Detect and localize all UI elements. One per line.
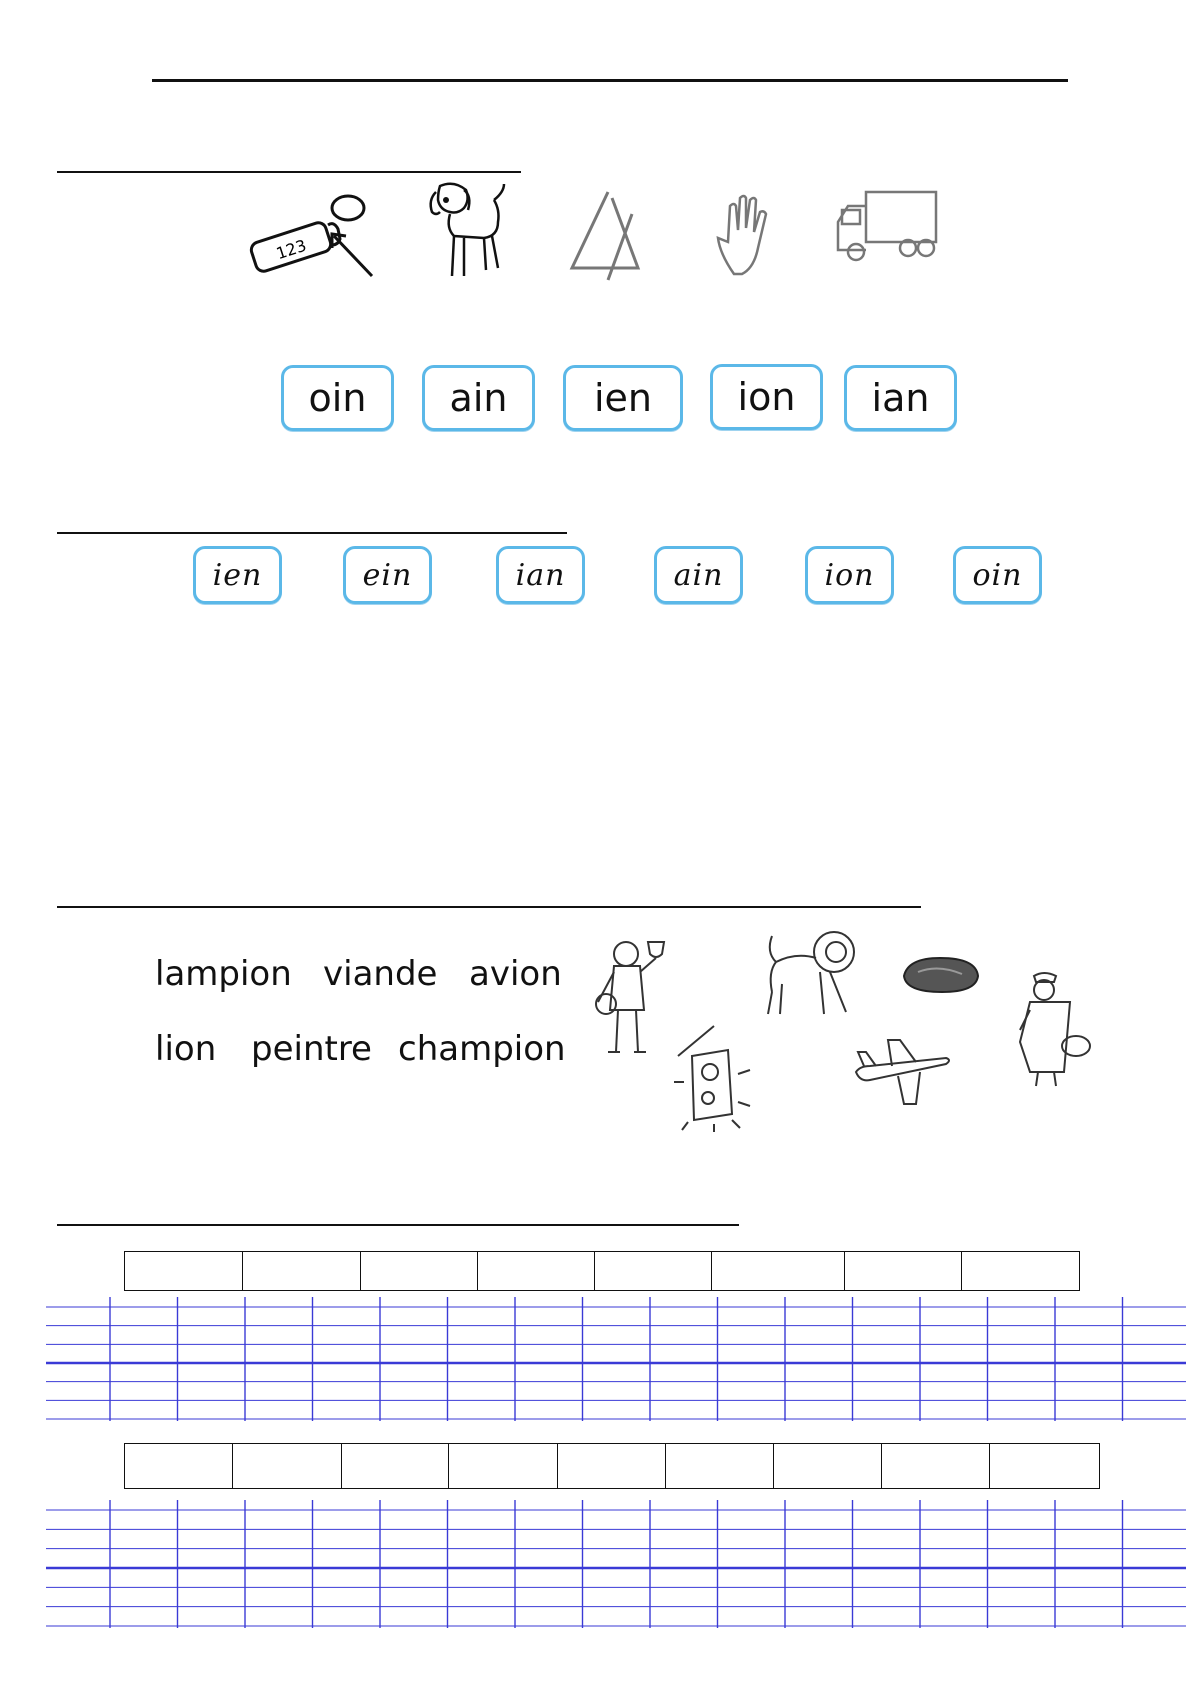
cursive-box-ain[interactable]: [654, 546, 743, 604]
letter-cell[interactable]: [125, 1252, 243, 1290]
sound-label: oin: [972, 557, 1023, 593]
cursive-box-ien[interactable]: [193, 546, 282, 604]
letter-cell[interactable]: [845, 1252, 962, 1290]
letter-grid-1: [124, 1251, 1080, 1291]
sound-label: ion: [824, 557, 875, 593]
sound-label: ien: [593, 376, 653, 420]
letter-cell[interactable]: [125, 1444, 233, 1488]
letter-cell[interactable]: [243, 1252, 361, 1290]
sound-label: ion: [737, 375, 796, 419]
exercise-5-instruction-line: [57, 1224, 739, 1226]
letter-cell[interactable]: [342, 1444, 450, 1488]
letter-cell[interactable]: [882, 1444, 990, 1488]
letter-cell[interactable]: [558, 1444, 666, 1488]
sound-label: ian: [515, 557, 566, 593]
sound-label: ein: [362, 557, 413, 593]
meat-icon: [898, 952, 982, 998]
letter-cell[interactable]: [233, 1444, 342, 1488]
cursive-box-ion[interactable]: [805, 546, 894, 604]
sound-box-ain[interactable]: [422, 365, 535, 431]
seyes-writing-lines-2[interactable]: [46, 1508, 1186, 1628]
sound-label: ian: [871, 376, 930, 420]
word-peintre: peintre: [251, 1029, 372, 1069]
letter-cell[interactable]: [595, 1252, 712, 1290]
sound-label: ain: [449, 376, 508, 420]
word-lampion: lampion: [155, 954, 292, 994]
letter-cell[interactable]: [449, 1444, 558, 1488]
triangle-instrument-icon: [568, 186, 648, 282]
letter-cell[interactable]: [478, 1252, 595, 1290]
letter-cell[interactable]: [990, 1444, 1099, 1488]
word-champion: champion: [398, 1029, 566, 1069]
sound-box-ien[interactable]: [563, 365, 683, 431]
cursive-box-ein[interactable]: [343, 546, 432, 604]
seyes-writing-lines-1[interactable]: [46, 1305, 1186, 1421]
sound-box-oin[interactable]: [281, 365, 394, 431]
letter-cell[interactable]: [666, 1444, 774, 1488]
dog-icon: [420, 180, 510, 280]
painter-icon: [1010, 970, 1094, 1090]
marker-label: 123: [273, 235, 309, 264]
letter-grid-2: [124, 1443, 1100, 1489]
word-lion: lion: [155, 1029, 217, 1069]
truck-icon: [836, 188, 940, 264]
letter-cell[interactable]: [774, 1444, 883, 1488]
sound-label: ien: [212, 557, 263, 593]
word-avion: avion: [469, 954, 562, 994]
sound-label: ain: [673, 557, 724, 593]
airplane-icon: [852, 1036, 952, 1108]
exercise-4-instruction-line: [57, 906, 921, 908]
letter-cell[interactable]: [712, 1252, 846, 1290]
sound-box-ion[interactable]: [710, 364, 823, 430]
hand-icon: [714, 188, 778, 278]
letter-cell[interactable]: [962, 1252, 1079, 1290]
word-viande: viande: [323, 954, 438, 994]
lantern-icon: [668, 1022, 758, 1132]
exercise-2-instruction-line: [57, 171, 521, 173]
exercise-3-instruction-line: [57, 532, 567, 534]
cursive-box-oin[interactable]: [953, 546, 1042, 604]
title-line: [152, 79, 1068, 82]
cursive-box-ian[interactable]: [496, 546, 585, 604]
marker-icon: [248, 190, 378, 280]
letter-cell[interactable]: [361, 1252, 479, 1290]
sound-label: oin: [308, 376, 367, 420]
champion-icon: [590, 936, 670, 1060]
sound-box-ian[interactable]: [844, 365, 957, 431]
lion-icon: [764, 928, 864, 1018]
